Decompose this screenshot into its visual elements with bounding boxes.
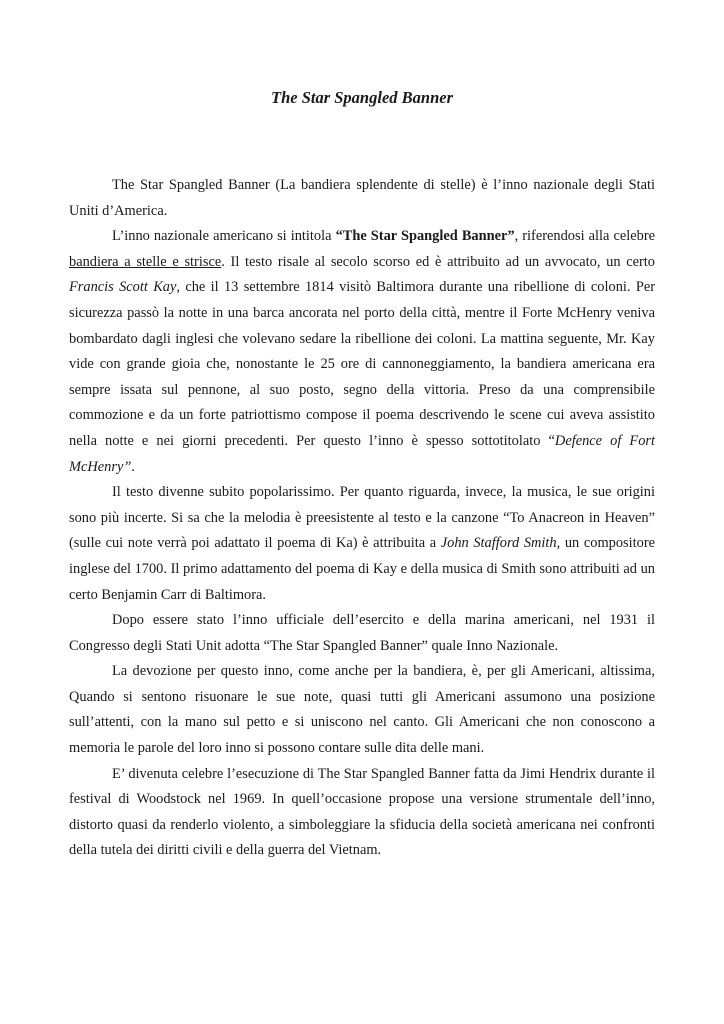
- paragraph-2-text-c: , riferendosi alla celebre: [514, 228, 656, 245]
- author-name-italic: Francis Scott Kay: [69, 279, 177, 296]
- paragraph-3-text-a: Il testo divenne subito popolarissimo. Per quanto riguarda, invece, la musica, le sue origini sono più incerte. Si sa che la melodia è preesistente al testo e la canzone “To Anacreon in Heaven” (sulle cui note verrà poi adattato il poema di Ka) è attribuita a: [69, 484, 655, 552]
- paragraph-3-text-c: un compositore inglese del 1700. Il primo adattamento del poema di Kay e della musica di Smith sono attribuiti ad un certo Benjamin Carr di Baltimora.: [69, 535, 655, 603]
- paragraph-6: E’ divenuta celebre l’esecuzione di The Star Spangled Banner fatta da Jimi Hendrix durante il festival di Woodstock nel 1969. In quell’occasione propose una versione strumentale dell’inno, distorto quasi da renderlo violento, a simboleggiare la sfiducia della società americana nei confronti della tutela dei diritti civili e della guerra del Vietnam.: [69, 765, 655, 859]
- paragraph-4: Dopo essere stato l’inno ufficiale dell’esercito e della marina americani, nel 1931 il Congresso degli Stati Unit adotta “The Star Spangled Banner” quale Inno Nazionale.: [69, 612, 655, 654]
- paragraph-2: [69, 224, 655, 480]
- paragraph-3: [69, 480, 655, 608]
- anthem-title-bold: “The Star Spangled Banner”: [335, 228, 515, 245]
- paragraph-5: La devozione per questo inno, come anche per la bandiera, è, per gli Americani, altissima, Quando si sentono risuonare le sue note, quasi tutti gli Americani assumono una posizione sull’attenti, con la mano sul petto e si uniscono nel canto. Gli Americani che non conoscono a memoria le parole del loro inno si possono contare sulle dita delle mani.: [69, 663, 655, 757]
- flag-link[interactable]: bandiera a stelle e strisce: [69, 253, 222, 270]
- paragraph-2-text-e: . Il testo risale al secolo scorso ed è attribuito ad un avvocato, un certo: [221, 253, 655, 270]
- paragraph-1: The Star Spangled Banner (La bandiera splendente di stelle) è l’inno nazionale degli Stati Uniti d’America.: [69, 177, 655, 219]
- composer-name-italic: John Stafford Smith,: [440, 535, 561, 552]
- paragraph-2-text-g: , che il 13 settembre 1814 visitò Baltimora durante una ribellione di coloni. Per sicurezza passò la notte in una barca ancorata nel porto della città, mentre il Forte McHenry veniva bombardato dagli inglesi che volevano sedare la ribellione dei coloni. La mattina seguente, Mr. Kay vide con grande gioia che, nonostante le 25 ore di cannoneggiamento, la bandiera americana era sempre issata sul pennone, al suo posto, segno della vittoria. Preso da una comprensibile commozione e da un forte patriottismo compose il poema descrivendo le scene cui aveva assistito nella notte e nei giorni precedenti. Per questo l’inno è spesso sottotitolato “: [69, 279, 656, 449]
- document-body: [69, 173, 655, 864]
- subtitle-italic: Defence of Fort McHenry”: [69, 432, 656, 475]
- paragraph-2-text-a: L’inno nazionale americano si intitola: [112, 228, 336, 245]
- paragraph-2-text-i: .: [131, 458, 135, 475]
- document-title: The Star Spangled Banner: [271, 88, 453, 107]
